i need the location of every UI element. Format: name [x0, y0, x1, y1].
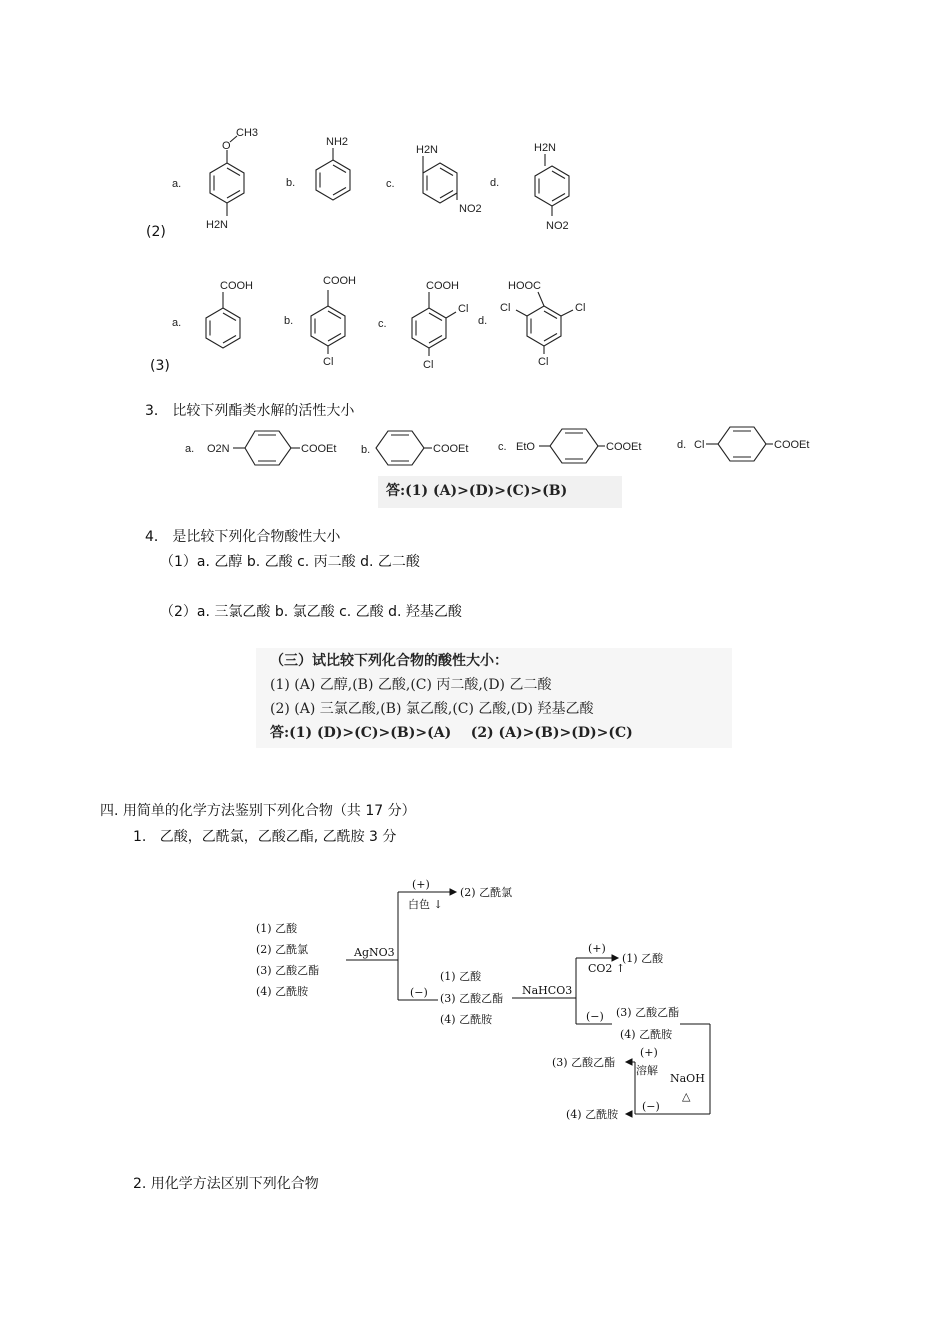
flow-agno3: AgNO3 — [354, 946, 395, 959]
ester-c-cooet: COOEt — [606, 441, 642, 453]
q3-d-chloro-6: Cl — [575, 302, 586, 314]
q3-b-chloro: Cl — [323, 356, 334, 368]
ester-a-nitro: O2N — [207, 443, 230, 455]
q3-number: (3) — [150, 358, 170, 374]
benzene-ring-d — [535, 154, 569, 216]
flow-mid-1: (1) 乙酸 — [440, 970, 482, 983]
q2-a-amine: H2N — [206, 219, 229, 231]
q3-c-carboxyl: COOH — [426, 280, 459, 292]
q2-a-oxygen: O — [222, 140, 231, 152]
q3-structures — [160, 272, 620, 372]
part4-q2: 2. 用化学方法区别下列化合物 — [133, 1176, 319, 1192]
q3-label-c: c. — [378, 318, 387, 330]
flow-mid-3: (4) 乙酰胺 — [440, 1013, 493, 1026]
flow-dissolve: 溶解 — [636, 1064, 658, 1077]
q2-c-amine: H2N — [416, 144, 439, 156]
ester-c-ethoxy: EtO — [516, 441, 535, 453]
flow-minus-2: (−) — [586, 1010, 604, 1023]
ester-ring-a — [233, 431, 300, 465]
ester-answer: 答:(1) (A)>(D)>(C)>(B) — [378, 476, 622, 508]
ester-d-cooet: COOEt — [774, 439, 810, 451]
q2-b-amine: NH2 — [326, 136, 349, 148]
q2-label-a: a. — [172, 178, 182, 190]
q3-c-chloro-2: Cl — [458, 303, 469, 315]
ester-structures — [180, 424, 820, 468]
flow-nahco3: NaHCO3 — [522, 984, 573, 997]
acidity-box-line1: (1) (A) 乙醇,(B) 乙酸,(C) 丙二酸,(D) 乙二酸 — [270, 677, 552, 693]
flow-result-acetamide: (4) 乙酰胺 — [566, 1108, 619, 1121]
flow-right-1: (3) 乙酸乙酯 — [616, 1006, 680, 1019]
q2-label-b: b. — [286, 177, 296, 189]
ester-ring-c — [539, 429, 605, 463]
q2-a-methyl: CH3 — [236, 127, 259, 139]
acidity-box-title: （三）试比较下列化合物的酸性大小： — [270, 653, 508, 669]
sec4-line2: （2）a. 三氯乙酸 b. 氯乙酸 c. 乙酸 d. 羟基乙酸 — [160, 604, 462, 620]
ester-d-chloro: Cl — [694, 439, 705, 451]
benzene-ring-c — [423, 156, 457, 203]
q2-number: (2) — [146, 224, 166, 240]
benzene-ring-3c — [412, 292, 456, 356]
q2-c-nitro: NO2 — [459, 203, 482, 215]
acidity-box-answer: 答:(1) (D)>(C)>(B)>(A) (2) (A)>(B)>(D)>(C) — [270, 725, 633, 741]
q3-d-carboxyl: HOOC — [508, 280, 541, 292]
flow-plus-3: (+) — [640, 1046, 658, 1059]
flow-right-2: (4) 乙酰胺 — [620, 1028, 673, 1041]
ester-label-b: b. — [361, 444, 371, 456]
flow-result-acetyl-chloride: (2) 乙酰氯 — [460, 886, 513, 899]
sec4-title: 4． 是比较下列化合物酸性大小 — [145, 529, 341, 545]
ester-label-c: c. — [498, 441, 507, 453]
flow-plus-2: (+) — [588, 942, 606, 955]
ester-ring-d — [706, 427, 773, 461]
q2-d-amine: H2N — [534, 142, 557, 154]
flow-white-ppt: 白色 ↓ — [408, 898, 443, 911]
q3-c-chloro-4: Cl — [423, 359, 434, 371]
benzene-ring-3b — [311, 290, 345, 354]
flow-minus-1: (−) — [410, 986, 428, 999]
benzene-ring-3d — [516, 292, 573, 354]
q3-a-carboxyl: COOH — [220, 280, 253, 292]
acidity-box-line2: (2) (A) 三氯乙酸,(B) 氯乙酸,(C) 乙酸,(D) 羟基乙酸 — [270, 701, 594, 717]
flow-naoh: NaOH — [670, 1072, 705, 1085]
acidity-answer-box — [256, 648, 732, 748]
q2-structures — [160, 120, 620, 240]
flow-mid-2: (3) 乙酸乙酯 — [440, 992, 504, 1005]
benzene-ring-b — [316, 148, 350, 200]
flow-item-2: (2) 乙酰氯 — [256, 943, 309, 956]
sec3-title: 3． 比较下列酯类水解的活性大小 — [145, 403, 355, 419]
q2-d-nitro: NO2 — [546, 220, 569, 232]
ester-label-a: a. — [185, 443, 195, 455]
flow-item-1: (1) 乙酸 — [256, 922, 298, 935]
q3-d-chloro-4: Cl — [538, 356, 549, 368]
ester-ring-b — [376, 431, 432, 465]
ester-a-cooet: COOEt — [301, 443, 337, 455]
flow-item-3: (3) 乙酸乙酯 — [256, 964, 320, 977]
flow-delta: △ — [682, 1090, 691, 1103]
q3-label-d: d. — [478, 315, 488, 327]
q3-label-a: a. — [172, 317, 182, 329]
flow-result-ethyl-acetate: (3) 乙酸乙酯 — [552, 1056, 616, 1069]
flow-item-4: (4) 乙酰胺 — [256, 985, 309, 998]
flow-plus-1: (+) — [412, 878, 430, 891]
q3-label-b: b. — [284, 315, 294, 327]
flow-co2: CO2 ↑ — [588, 962, 626, 975]
q2-label-c: c. — [386, 178, 395, 190]
benzene-ring-3a — [206, 292, 240, 348]
q3-b-carboxyl: COOH — [323, 275, 356, 287]
part4-q1: 1. 乙酸，乙酰氯，乙酸乙酯, 乙酰胺 3 分 — [133, 829, 397, 845]
flow-result-acetic-acid: (1) 乙酸 — [622, 952, 664, 965]
part4-title: 四. 用简单的化学方法鉴别下列化合物（共 17 分） — [100, 803, 416, 819]
flow-minus-3: (−) — [642, 1100, 660, 1113]
q3-d-chloro-2: Cl — [500, 302, 511, 314]
sec4-line1: （1）a. 乙醇 b. 乙酸 c. 丙二酸 d. 乙二酸 — [160, 554, 420, 570]
identification-flowchart — [240, 876, 730, 1126]
ester-b-cooet: COOEt — [433, 443, 469, 455]
q2-label-d: d. — [490, 177, 500, 189]
ester-label-d: d. — [677, 439, 687, 451]
